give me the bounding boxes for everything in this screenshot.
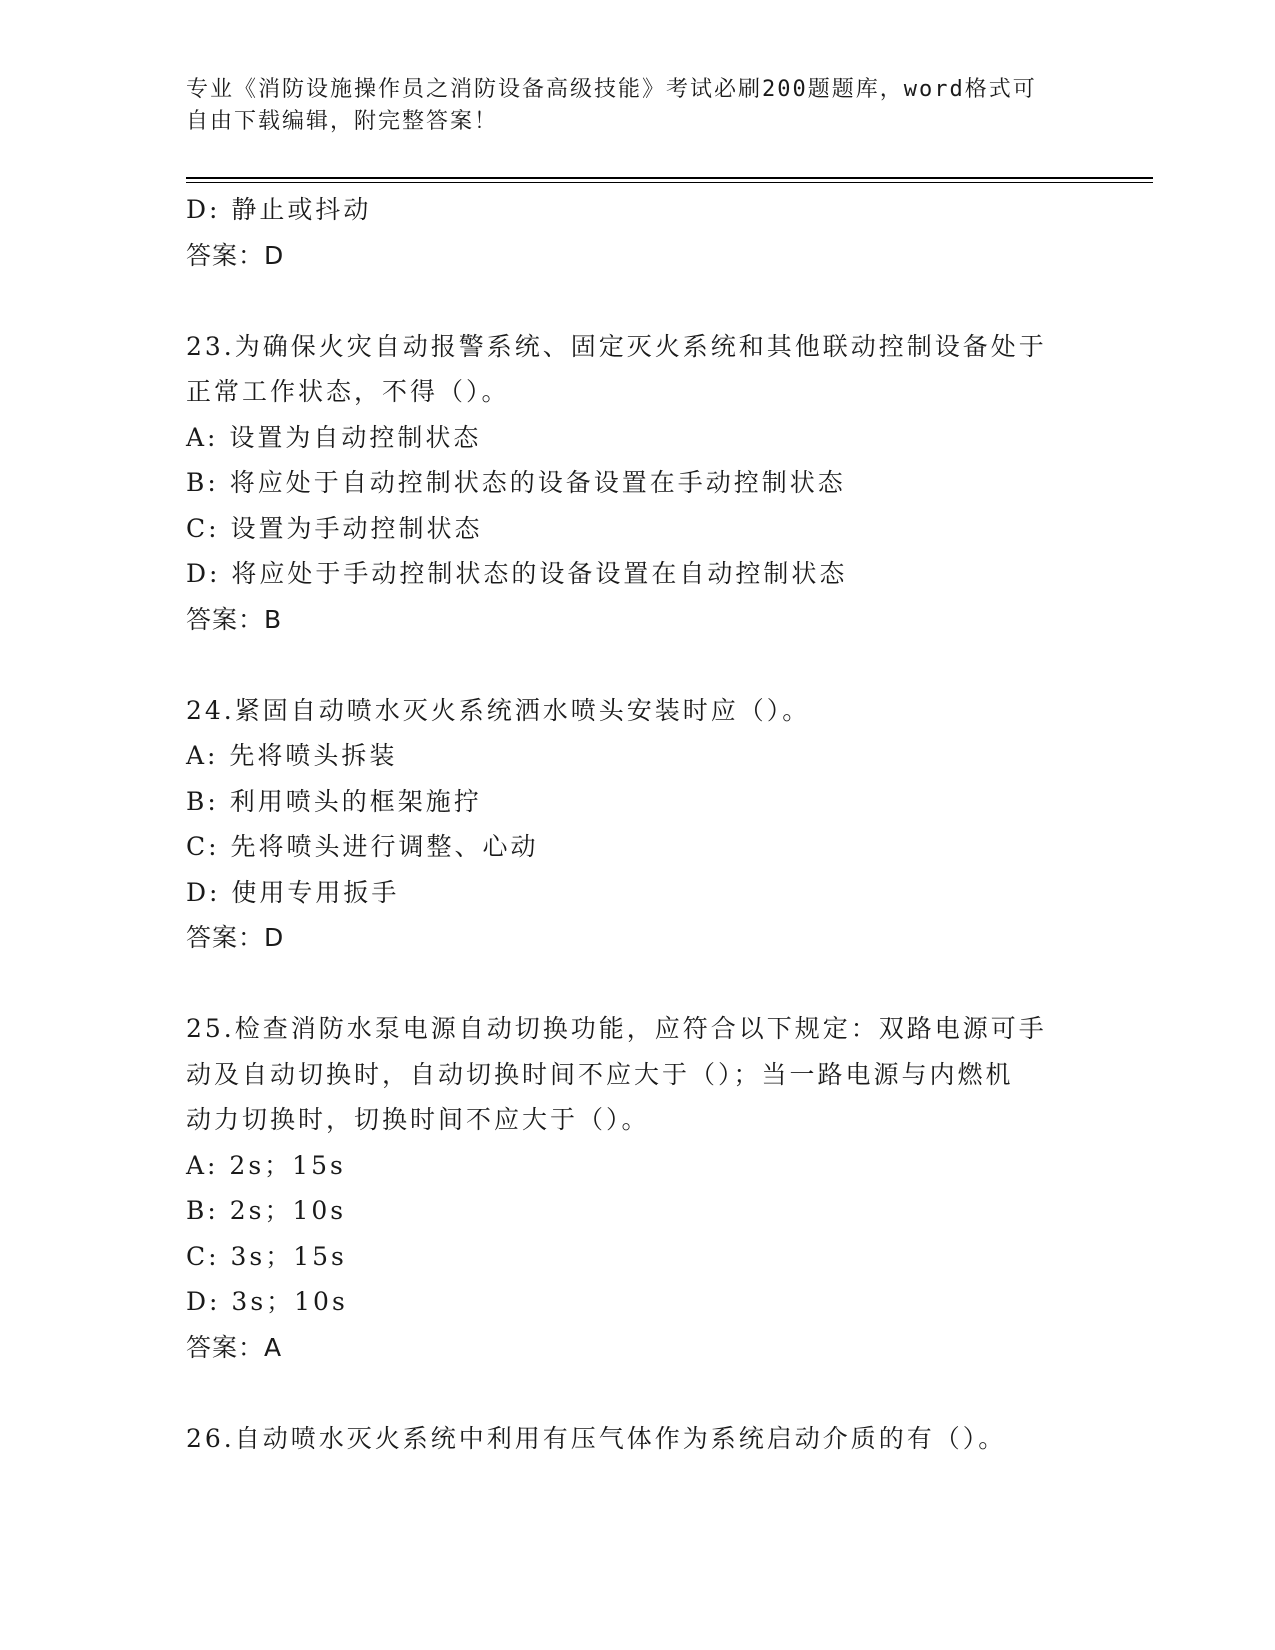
question-content [186,187,1086,1461]
option-a: A: 先将喷头拆装 [186,741,398,770]
prev-option-d: D: 静止或抖动 [186,195,372,224]
question-stem-line: 25.检查消防水泵电源自动切换功能，应符合以下规定：双路电源可手 [186,1014,1047,1043]
option-b: B: 2s；10s [186,1196,347,1225]
option-a: A: 2s；15s [186,1150,346,1180]
spacer [186,278,1086,324]
question-block-25 [186,1006,1086,1370]
answer: 答案：A [186,1332,283,1362]
prev-answer: 答案：D [186,240,285,270]
question-block-26 [186,1416,1086,1462]
option-b: B: 利用喷头的框架施拧 [186,786,482,816]
question-block-23 [186,324,1086,643]
header-divider-thin [186,182,1153,183]
option-d: D: 3s；10s [186,1287,348,1316]
option-c: C: 3s；15s [186,1241,347,1271]
option-d: D: 将应处于手动控制状态的设备设置在自动控制状态 [186,559,848,588]
option-d: D: 使用专用扳手 [186,877,400,907]
question-stem-line: 26.自动喷水灭火系统中利用有压气体作为系统启动介质的有（）。 [186,1423,1007,1453]
option-b: B: 将应处于自动控制状态的设备设置在手动控制状态 [186,468,846,497]
header-divider-thick [186,177,1153,179]
answer: 答案：D [186,923,285,952]
spacer [186,642,1086,688]
question-stem-line: 正常工作状态，不得（）。 [186,377,510,406]
question-stem-line: 23.为确保火灾自动报警系统、固定灭火系统和其他联动控制设备处于 [186,331,1047,361]
question-stem-line: 24.紧固自动喷水灭火系统洒水喷头安装时应（）。 [186,695,811,725]
question-stem-line: 动及自动切换时，自动切换时间不应大于（）；当一路电源与内燃机 [186,1059,1014,1089]
question-block-24 [186,688,1086,961]
header-line-1: 专业《消防设施操作员之消防设备高级技能》考试必刷200题题库，word格式可 [186,77,1037,102]
spacer [186,961,1086,1007]
option-c: C: 设置为手动控制状态 [186,513,483,543]
spacer [186,1370,1086,1416]
answer: 答案：B [186,604,283,634]
document-header [186,74,1066,138]
question-stem-line: 动力切换时，切换时间不应大于（）。 [186,1105,650,1134]
option-c: C: 先将喷头进行调整、心动 [186,832,539,861]
header-line-2: 自由下载编辑，附完整答案！ [186,109,499,134]
option-a: A: 设置为自动控制状态 [186,422,482,452]
